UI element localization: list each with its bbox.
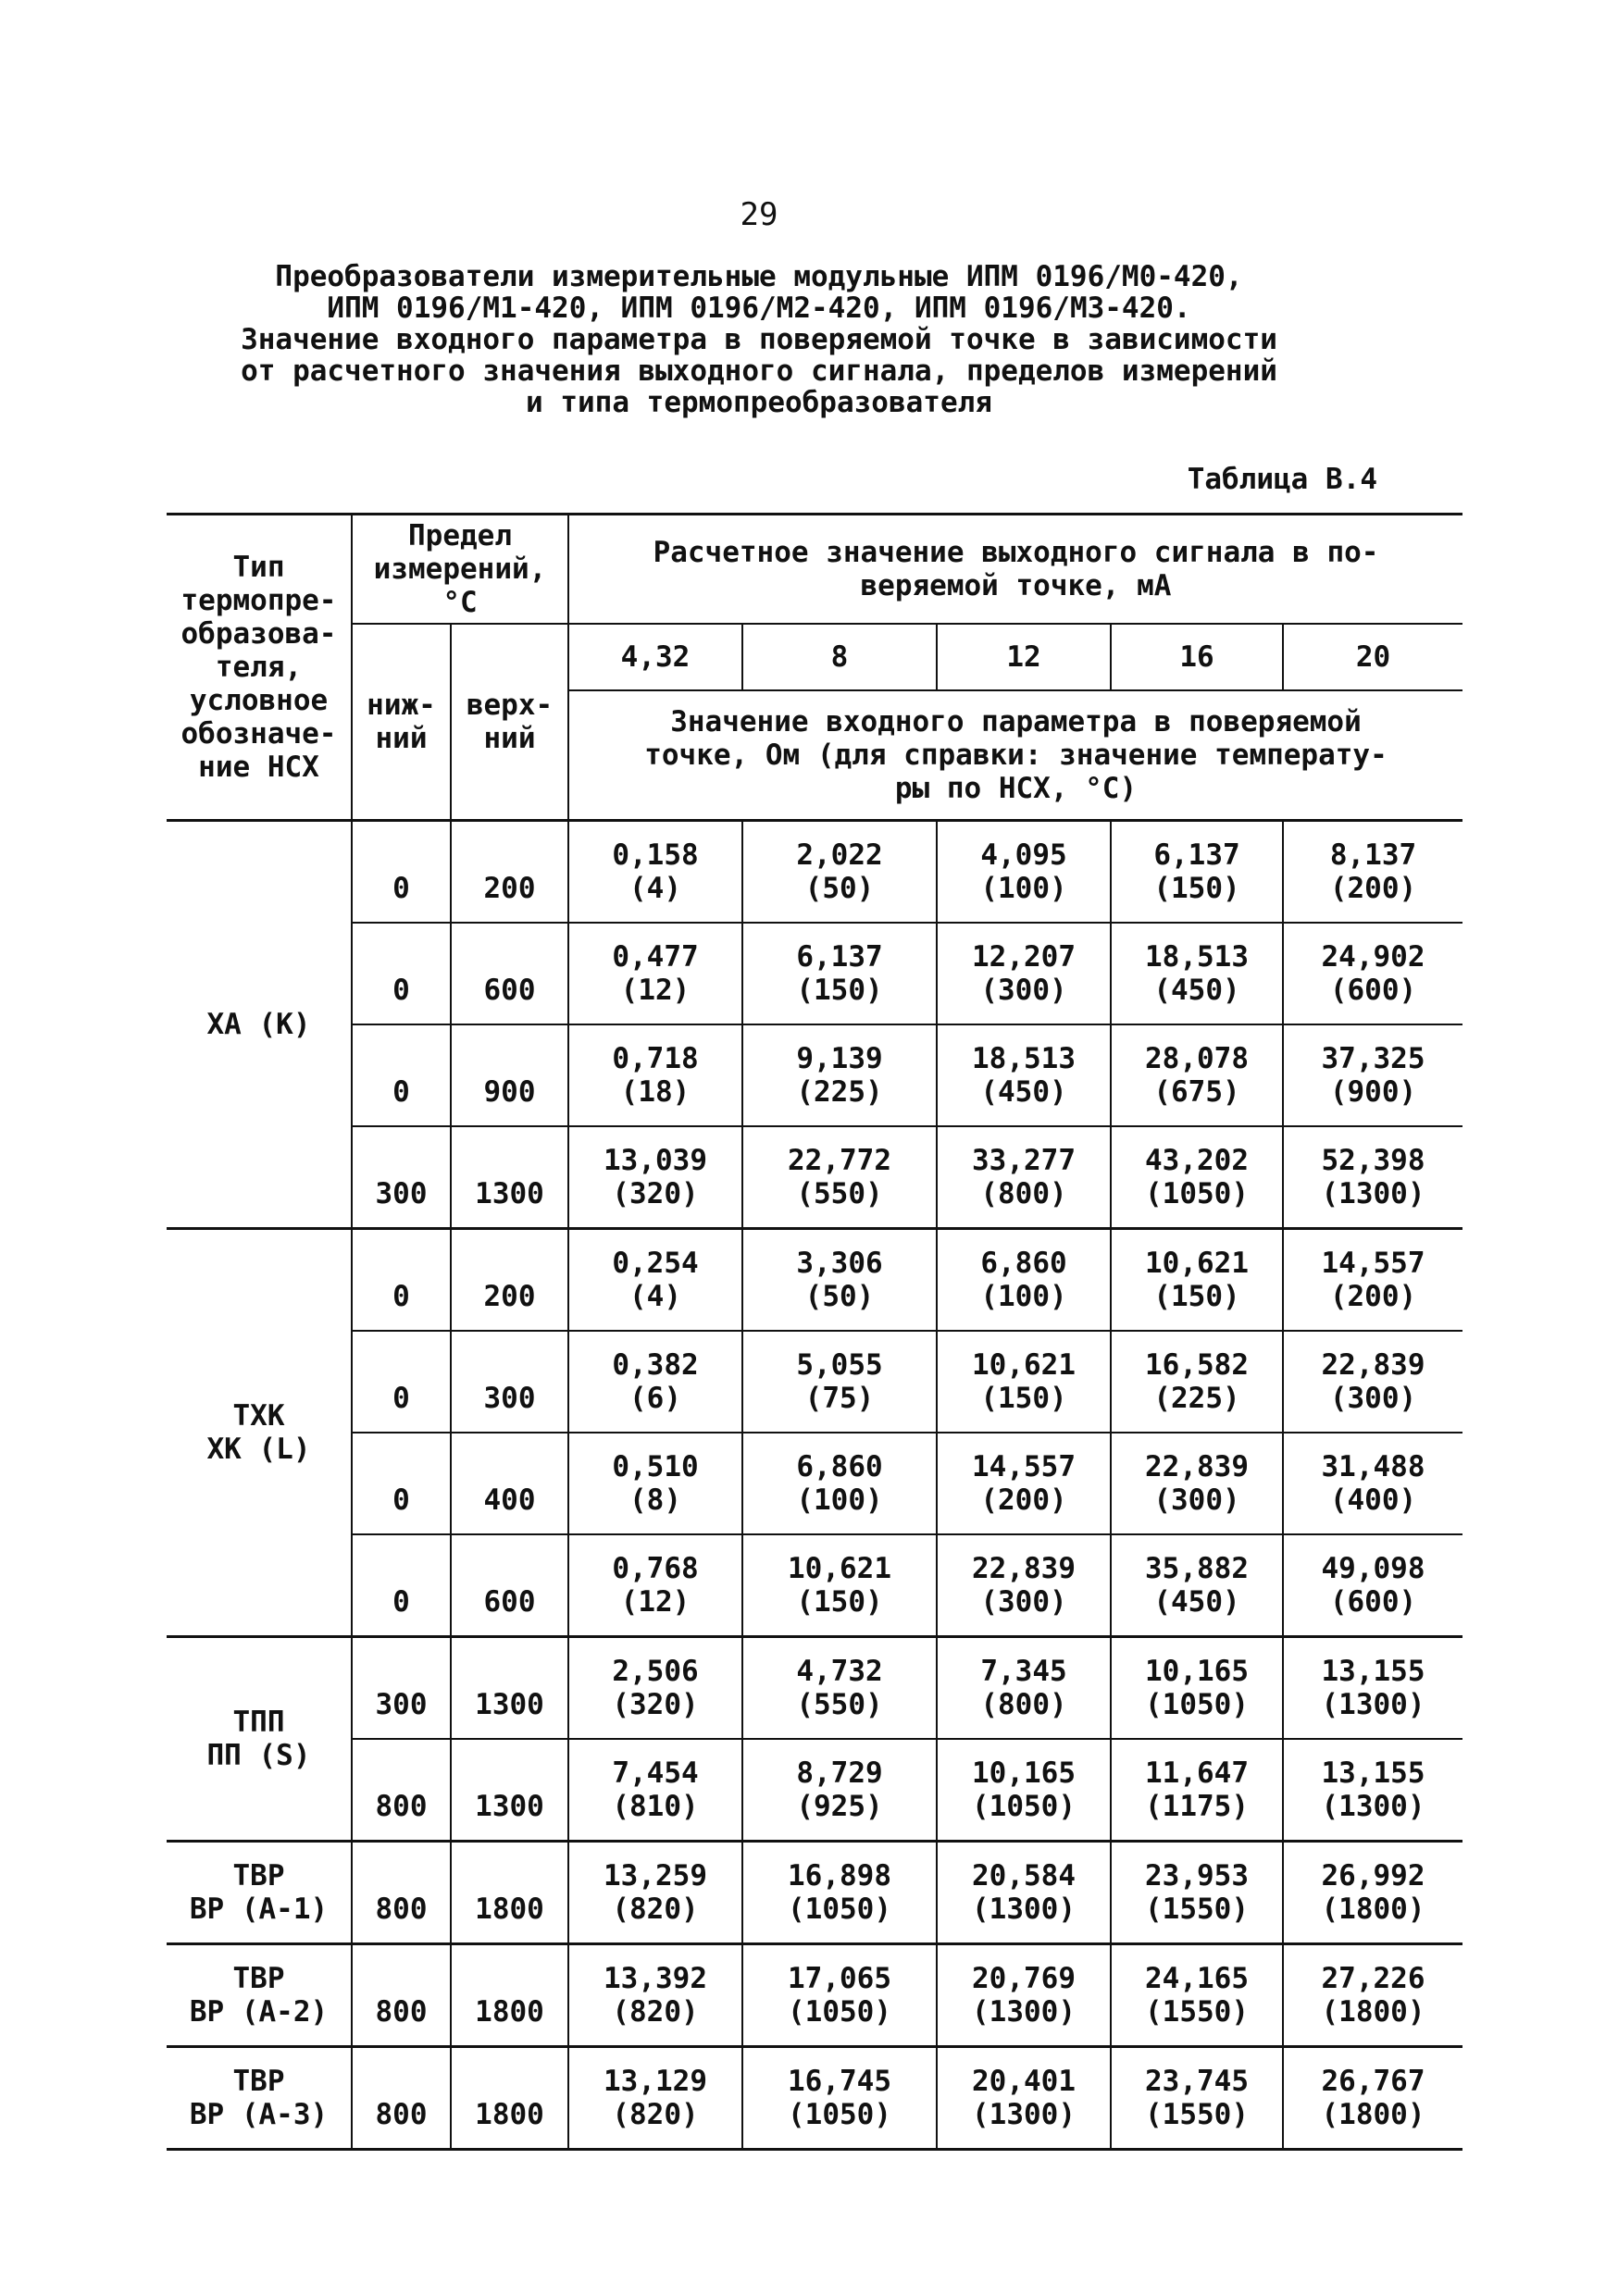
resistance-value: 8,137 — [1329, 838, 1417, 872]
resistance-value: 22,839 — [1321, 1348, 1425, 1382]
temperature-value: (12) — [620, 1585, 691, 1619]
value-cell — [1111, 1534, 1283, 1637]
resistance-value: 13,155 — [1321, 1756, 1425, 1790]
temperature-value: (4) — [629, 1280, 681, 1313]
value-cell — [568, 1229, 742, 1332]
thermocouple-type-line: ТВР — [232, 1962, 285, 1995]
value-cell — [937, 1739, 1111, 1842]
resistance-value: 31,488 — [1321, 1450, 1425, 1483]
lower-limit: 0 — [352, 1534, 451, 1637]
header-limit-line: Предел — [408, 519, 512, 552]
lower-limit: 0 — [352, 821, 451, 924]
upper-limit: 1300 — [451, 1126, 568, 1229]
header-upper — [451, 624, 568, 821]
temperature-value: (1800) — [1321, 1995, 1425, 2029]
resistance-value: 17,065 — [788, 1962, 891, 1995]
value-cell — [1111, 923, 1283, 1024]
temperature-value: (1175) — [1145, 1790, 1249, 1823]
resistance-value: 12,207 — [972, 940, 1076, 974]
resistance-value: 2,506 — [612, 1655, 699, 1688]
temperature-value: (550) — [796, 1177, 883, 1210]
header-upper-line: ний — [483, 722, 536, 755]
table-row — [167, 1842, 1462, 1944]
value-cell — [1283, 1229, 1462, 1332]
resistance-value: 22,772 — [788, 1144, 891, 1177]
resistance-value: 10,621 — [1145, 1247, 1249, 1280]
value-cell — [742, 1842, 937, 1944]
value-cell — [1111, 2047, 1283, 2150]
upper-limit: 400 — [451, 1433, 568, 1534]
title-line: ИПМ 0196/М1-420, ИПМ 0196/М2-420, ИПМ 0196/М3-420. — [327, 292, 1191, 325]
temperature-value: (1550) — [1145, 2098, 1249, 2131]
thermocouple-type-line: ХА (К) — [206, 1008, 311, 1041]
temperature-value: (800) — [980, 1688, 1067, 1721]
thermocouple-type-line: ТВР — [232, 2065, 285, 2098]
upper-limit: 200 — [451, 1229, 568, 1332]
resistance-value: 6,137 — [1153, 838, 1240, 872]
thermocouple-type — [167, 1842, 352, 1944]
title-line: Значение входного параметра в поверяемой точке в зависимости — [241, 323, 1277, 356]
value-cell — [742, 1944, 937, 2047]
temperature-value: (100) — [980, 872, 1067, 905]
header-lower-line: ний — [375, 722, 428, 755]
temperature-value: (675) — [1153, 1075, 1240, 1109]
resistance-value: 7,345 — [980, 1655, 1067, 1688]
table-row — [167, 1331, 1462, 1433]
thermocouple-type-line: ХК (L) — [206, 1433, 311, 1466]
lower-limit: 0 — [352, 923, 451, 1024]
lower-limit: 800 — [352, 1944, 451, 2047]
header-input-line: ры по НСХ, °С) — [894, 772, 1138, 805]
header-input-line: точке, Ом (для справки: значение температу- — [644, 738, 1388, 772]
temperature-value: (1050) — [1145, 1688, 1249, 1721]
table-row — [167, 821, 1462, 924]
current-value: 8 — [742, 624, 937, 690]
header-input — [568, 690, 1462, 821]
header-type-line: образова- — [180, 617, 337, 651]
header-type-line: термопре- — [180, 584, 337, 617]
thermocouple-type-line: ВР (А-1) — [189, 1893, 329, 1926]
temperature-value: (820) — [612, 2098, 699, 2131]
temperature-value: (200) — [1329, 872, 1417, 905]
resistance-value: 13,259 — [604, 1859, 707, 1893]
value-cell — [937, 1433, 1111, 1534]
value-cell — [1111, 1024, 1283, 1126]
value-cell — [742, 1126, 937, 1229]
value-cell — [568, 2047, 742, 2150]
value-cell — [1283, 1024, 1462, 1126]
title-line: и типа термопреобразователя — [526, 386, 992, 419]
header-upper-line: верх- — [466, 689, 554, 722]
value-cell — [568, 1126, 742, 1229]
temperature-value: (900) — [1329, 1075, 1417, 1109]
temperature-value: (1300) — [972, 2098, 1076, 2131]
upper-limit: 300 — [451, 1331, 568, 1433]
resistance-value: 22,839 — [1145, 1450, 1249, 1483]
header-type-line: условное — [189, 684, 329, 717]
table-row — [167, 2047, 1462, 2150]
value-cell — [568, 1739, 742, 1842]
value-cell — [1283, 1534, 1462, 1637]
upper-limit: 600 — [451, 1534, 568, 1637]
temperature-value: (1300) — [1321, 1688, 1425, 1721]
page-number: 29 — [740, 196, 778, 233]
lower-limit: 300 — [352, 1637, 451, 1740]
temperature-value: (200) — [980, 1483, 1067, 1517]
resistance-value: 37,325 — [1321, 1042, 1425, 1075]
resistance-value: 52,398 — [1321, 1144, 1425, 1177]
temperature-value: (300) — [980, 1585, 1067, 1619]
value-cell — [568, 1944, 742, 2047]
value-cell — [1283, 1739, 1462, 1842]
temperature-value: (820) — [612, 1995, 699, 2029]
value-cell — [742, 1229, 937, 1332]
resistance-value: 11,647 — [1145, 1756, 1249, 1790]
value-cell — [568, 1024, 742, 1126]
resistance-value: 22,839 — [972, 1552, 1076, 1585]
resistance-value: 10,621 — [788, 1552, 891, 1585]
lower-limit: 0 — [352, 1433, 451, 1534]
thermocouple-type — [167, 2047, 352, 2150]
header-type-line: обозначе- — [180, 717, 337, 751]
table-row — [167, 1944, 1462, 2047]
temperature-value: (18) — [620, 1075, 691, 1109]
resistance-value: 24,902 — [1321, 940, 1425, 974]
header-lower-line: ниж- — [367, 689, 436, 722]
temperature-value: (1550) — [1145, 1995, 1249, 2029]
thermocouple-type — [167, 821, 352, 1229]
temperature-value: (300) — [1329, 1382, 1417, 1415]
temperature-value: (1800) — [1321, 1893, 1425, 1926]
temperature-value: (1300) — [972, 1995, 1076, 2029]
temperature-value: (925) — [796, 1790, 883, 1823]
resistance-value: 14,557 — [1321, 1247, 1425, 1280]
temperature-value: (150) — [1153, 872, 1240, 905]
value-cell — [1111, 1637, 1283, 1740]
value-cell — [937, 821, 1111, 924]
resistance-value: 20,401 — [972, 2065, 1076, 2098]
resistance-value: 9,139 — [796, 1042, 883, 1075]
lower-limit: 0 — [352, 1024, 451, 1126]
temperature-value: (600) — [1329, 974, 1417, 1007]
thermocouple-type — [167, 1229, 352, 1637]
value-cell — [1111, 821, 1283, 924]
resistance-value: 16,745 — [788, 2065, 891, 2098]
thermocouple-type-line: ВР (А-3) — [189, 2098, 329, 2131]
resistance-value: 4,095 — [980, 838, 1067, 872]
resistance-value: 0,510 — [612, 1450, 699, 1483]
temperature-value: (600) — [1329, 1585, 1417, 1619]
temperature-value: (1050) — [788, 1893, 891, 1926]
upper-limit: 1800 — [451, 2047, 568, 2150]
resistance-value: 33,277 — [972, 1144, 1076, 1177]
resistance-value: 0,768 — [612, 1552, 699, 1585]
table-row — [167, 1534, 1462, 1637]
value-cell — [568, 923, 742, 1024]
resistance-value: 20,584 — [972, 1859, 1076, 1893]
temperature-value: (150) — [980, 1382, 1067, 1415]
temperature-value: (4) — [629, 872, 681, 905]
value-cell — [568, 1842, 742, 1944]
value-cell — [1111, 1433, 1283, 1534]
temperature-value: (150) — [796, 1585, 883, 1619]
value-cell — [742, 821, 937, 924]
header-input-line: Значение входного параметра в поверяемой — [670, 705, 1362, 738]
resistance-value: 26,767 — [1321, 2065, 1425, 2098]
temperature-value: (1800) — [1321, 2098, 1425, 2131]
lower-limit: 800 — [352, 2047, 451, 2150]
upper-limit: 1800 — [451, 1944, 568, 2047]
value-cell — [937, 1637, 1111, 1740]
resistance-value: 23,953 — [1145, 1859, 1249, 1893]
value-cell — [937, 1331, 1111, 1433]
value-cell — [568, 1433, 742, 1534]
resistance-value: 28,078 — [1145, 1042, 1249, 1075]
resistance-value: 0,718 — [612, 1042, 699, 1075]
temperature-value: (450) — [1153, 1585, 1240, 1619]
temperature-value: (150) — [1153, 1280, 1240, 1313]
value-cell — [1111, 1739, 1283, 1842]
value-cell — [568, 1331, 742, 1433]
upper-limit: 200 — [451, 821, 568, 924]
table-row — [167, 1637, 1462, 1740]
header-type-column — [167, 515, 352, 821]
resistance-value: 13,039 — [604, 1144, 707, 1177]
value-cell — [937, 1842, 1111, 1944]
resistance-value: 10,165 — [1145, 1655, 1249, 1688]
resistance-value: 3,306 — [796, 1247, 883, 1280]
upper-limit: 1300 — [451, 1637, 568, 1740]
header-type-line: Тип — [232, 551, 285, 584]
resistance-value: 7,454 — [612, 1756, 699, 1790]
temperature-value: (1050) — [788, 2098, 891, 2131]
value-cell — [1283, 1637, 1462, 1740]
value-cell — [937, 1229, 1111, 1332]
value-cell — [1283, 1433, 1462, 1534]
thermocouple-type-line: ПП (S) — [206, 1739, 311, 1772]
resistance-value: 16,898 — [788, 1859, 891, 1893]
temperature-value: (300) — [980, 974, 1067, 1007]
resistance-value: 8,729 — [796, 1756, 883, 1790]
temperature-value: (1300) — [1321, 1790, 1425, 1823]
value-cell — [1283, 1331, 1462, 1433]
resistance-value: 27,226 — [1321, 1962, 1425, 1995]
value-cell — [937, 923, 1111, 1024]
value-cell — [1283, 923, 1462, 1024]
resistance-value: 2,022 — [796, 838, 883, 872]
value-cell — [568, 821, 742, 924]
temperature-value: (820) — [612, 1893, 699, 1926]
lower-limit: 300 — [352, 1126, 451, 1229]
lower-limit: 800 — [352, 1739, 451, 1842]
value-cell — [1283, 1126, 1462, 1229]
temperature-value: (12) — [620, 974, 691, 1007]
current-value: 20 — [1283, 624, 1462, 690]
table-row — [167, 1126, 1462, 1229]
header-limit-line: °С — [442, 586, 478, 619]
temperature-value: (300) — [1153, 1483, 1240, 1517]
resistance-value: 6,860 — [796, 1450, 883, 1483]
temperature-value: (1050) — [788, 1995, 891, 2029]
temperature-value: (225) — [1153, 1382, 1240, 1415]
value-cell — [1111, 1944, 1283, 2047]
table-row — [167, 1433, 1462, 1534]
temperature-value: (1300) — [1321, 1177, 1425, 1210]
table-row — [167, 1229, 1462, 1332]
resistance-value: 13,129 — [604, 2065, 707, 2098]
lower-limit: 0 — [352, 1331, 451, 1433]
temperature-value: (1300) — [972, 1893, 1076, 1926]
thermocouple-type-line: ТПП — [232, 1706, 285, 1739]
temperature-value: (200) — [1329, 1280, 1417, 1313]
resistance-value: 43,202 — [1145, 1144, 1249, 1177]
lower-limit: 0 — [352, 1229, 451, 1332]
resistance-value: 49,098 — [1321, 1552, 1425, 1585]
title-line: Преобразователи измерительные модульные ИПМ 0196/М0-420, — [275, 260, 1243, 293]
upper-limit: 1300 — [451, 1739, 568, 1842]
upper-limit: 900 — [451, 1024, 568, 1126]
temperature-value: (1050) — [1145, 1177, 1249, 1210]
value-cell — [937, 1534, 1111, 1637]
temperature-value: (1050) — [972, 1790, 1076, 1823]
upper-limit: 600 — [451, 923, 568, 1024]
value-cell — [1283, 1842, 1462, 1944]
temperature-value: (150) — [796, 974, 883, 1007]
table-label: Таблица В.4 — [1187, 463, 1377, 496]
header-lower — [352, 624, 451, 821]
temperature-value: (400) — [1329, 1483, 1417, 1517]
value-cell — [568, 1637, 742, 1740]
temperature-value: (810) — [612, 1790, 699, 1823]
header-type-line: теля, — [215, 651, 303, 684]
resistance-value: 5,055 — [796, 1348, 883, 1382]
header-limit — [352, 515, 568, 625]
resistance-value: 0,158 — [612, 838, 699, 872]
thermocouple-type — [167, 1944, 352, 2047]
resistance-value: 18,513 — [1145, 940, 1249, 974]
temperature-value: (550) — [796, 1688, 883, 1721]
title-line: от расчетного значения выходного сигнала, пределов измерений — [241, 354, 1277, 388]
temperature-value: (450) — [1153, 974, 1240, 1007]
value-cell — [937, 1944, 1111, 2047]
value-cell — [742, 1637, 937, 1740]
temperature-value: (450) — [980, 1075, 1067, 1109]
document-title — [0, 261, 1518, 418]
thermocouple-type-line: ТВР — [232, 1859, 285, 1893]
temperature-value: (6) — [629, 1382, 681, 1415]
temperature-value: (50) — [804, 872, 875, 905]
temperature-value: (800) — [980, 1177, 1067, 1210]
resistance-value: 16,582 — [1145, 1348, 1249, 1382]
value-cell — [1283, 821, 1462, 924]
resistance-value: 10,165 — [972, 1756, 1076, 1790]
value-cell — [937, 1024, 1111, 1126]
upper-limit: 1800 — [451, 1842, 568, 1944]
resistance-value: 0,254 — [612, 1247, 699, 1280]
value-cell — [1283, 1944, 1462, 2047]
value-cell — [1111, 1126, 1283, 1229]
data-table — [167, 513, 1462, 2151]
temperature-value: (100) — [980, 1280, 1067, 1313]
temperature-value: (8) — [629, 1483, 681, 1517]
thermocouple-type-line: ТХК — [232, 1399, 285, 1433]
value-cell — [742, 1433, 937, 1534]
header-type-line: ние НСХ — [198, 751, 319, 784]
value-cell — [742, 2047, 937, 2150]
resistance-value: 20,769 — [972, 1962, 1076, 1995]
temperature-value: (320) — [612, 1688, 699, 1721]
header-signal-line: веряемой точке, мА — [860, 569, 1172, 602]
resistance-value: 18,513 — [972, 1042, 1076, 1075]
value-cell — [742, 1739, 937, 1842]
header-signal-line: Расчетное значение выходного сигнала в по- — [653, 536, 1379, 569]
current-value: 12 — [937, 624, 1111, 690]
value-cell — [742, 1331, 937, 1433]
resistance-value: 10,621 — [972, 1348, 1076, 1382]
resistance-value: 35,882 — [1145, 1552, 1249, 1585]
table-row — [167, 1739, 1462, 1842]
header-signal — [568, 515, 1462, 625]
resistance-value: 13,392 — [604, 1962, 707, 1995]
current-value: 4,32 — [568, 624, 742, 690]
resistance-value: 26,992 — [1321, 1859, 1425, 1893]
value-cell — [1111, 1842, 1283, 1944]
header-limit-line: измерений, — [373, 552, 547, 586]
value-cell — [742, 1534, 937, 1637]
temperature-value: (1550) — [1145, 1893, 1249, 1926]
value-cell — [742, 923, 937, 1024]
resistance-value: 23,745 — [1145, 2065, 1249, 2098]
resistance-value: 14,557 — [972, 1450, 1076, 1483]
thermocouple-type-line: ВР (А-2) — [189, 1995, 329, 2029]
table-row — [167, 1024, 1462, 1126]
value-cell — [1111, 1229, 1283, 1332]
thermocouple-type — [167, 1637, 352, 1842]
temperature-value: (75) — [804, 1382, 875, 1415]
temperature-value: (100) — [796, 1483, 883, 1517]
resistance-value: 6,860 — [980, 1247, 1067, 1280]
resistance-value: 0,382 — [612, 1348, 699, 1382]
resistance-value: 0,477 — [612, 940, 699, 974]
value-cell — [1111, 1331, 1283, 1433]
lower-limit: 800 — [352, 1842, 451, 1944]
resistance-value: 13,155 — [1321, 1655, 1425, 1688]
resistance-value: 24,165 — [1145, 1962, 1249, 1995]
temperature-value: (225) — [796, 1075, 883, 1109]
value-cell — [937, 2047, 1111, 2150]
value-cell — [937, 1126, 1111, 1229]
value-cell — [1283, 2047, 1462, 2150]
value-cell — [568, 1534, 742, 1637]
temperature-value: (50) — [804, 1280, 875, 1313]
current-value: 16 — [1111, 624, 1283, 690]
temperature-value: (320) — [612, 1177, 699, 1210]
table-row — [167, 923, 1462, 1024]
resistance-value: 4,732 — [796, 1655, 883, 1688]
value-cell — [742, 1024, 937, 1126]
resistance-value: 6,137 — [796, 940, 883, 974]
